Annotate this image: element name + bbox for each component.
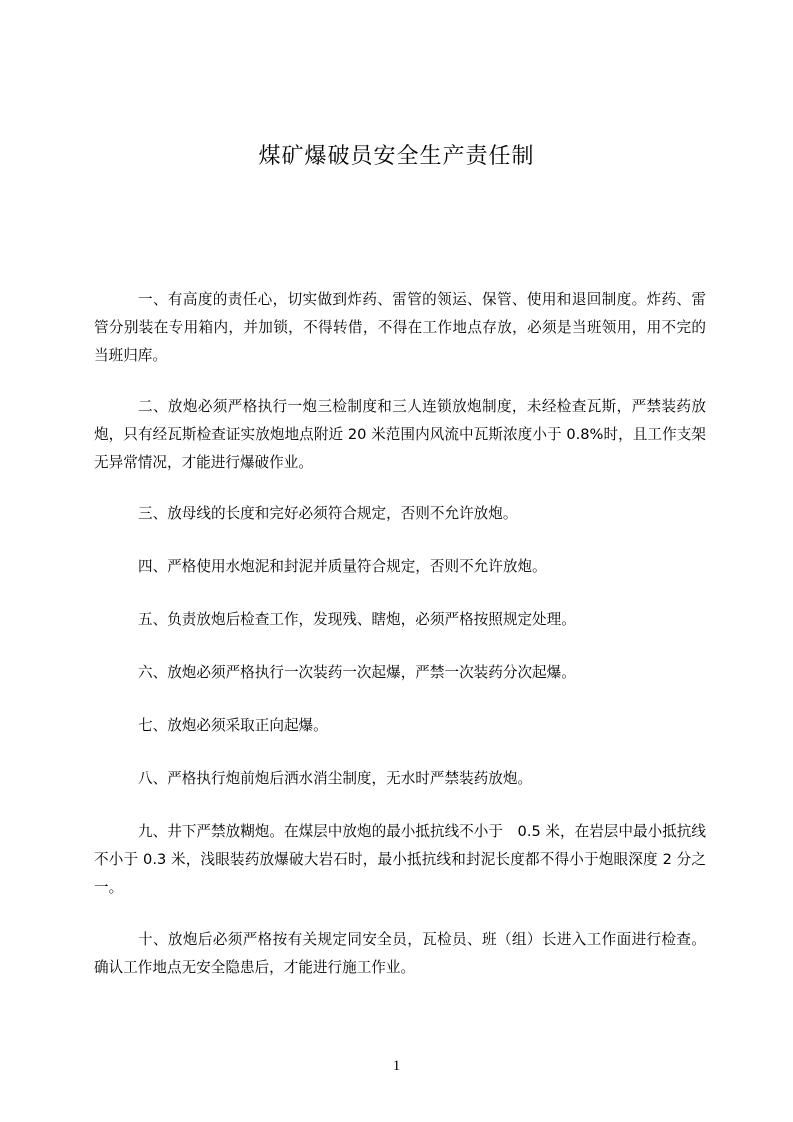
clause-8: 八、严格执行炮前炮后洒水消尘制度，无水时严禁装药放炮。: [138, 770, 533, 787]
clause-9: 九、井下严禁放糊炮。在煤层中放炮的最小抵抗线不小于 0.5 米，在岩层中最小抵抗线不小于 0.3 米，浅眼装药放爆破大岩石时，最小抵抗线和封泥长度都不得小于炮眼深度 2 分之一。: [94, 823, 706, 896]
clause-2: 二、放炮必须严格执行一炮三检制度和三人连锁放炮制度，未经检查瓦斯，严禁装药放炮，只有经瓦斯检查证实放炮地点附近 20 米范围内风流中瓦斯浓度小于 0.8%时，且工作支架无异常情况，才能进行爆破作业。: [94, 398, 706, 471]
clause-1: 一、有高度的责任心，切实做到炸药、雷管的领运、保管、使用和退回制度。炸药、雷管分别装在专用箱内，并加锁，不得转借，不得在工作地点存放，必须是当班领用，用不完的当班归库。: [94, 291, 706, 364]
clause-10: 十、放炮后必须严格按有关规定同安全员，瓦检员、班（组）长进入工作面进行检查。确认工作地点无安全隐患后，才能进行施工作业。: [94, 931, 706, 976]
clause-6: 六、放炮必须严格执行一次装药一次起爆，严禁一次装药分次起爆。: [138, 664, 576, 681]
document-title: 煤矿爆破员安全生产责任制: [258, 144, 535, 169]
clause-5: 五、负责放炮后检查工作，发现残、瞎炮，必须严格按照规定处理。: [138, 611, 576, 628]
page-number: 1: [392, 1058, 401, 1074]
clause-7: 七、放炮必须采取正向起爆。: [138, 717, 328, 734]
clause-3: 三、放母线的长度和完好必须符合规定，否则不允许放炮。: [138, 505, 518, 522]
clause-4: 四、严格使用水炮泥和封泥并质量符合规定，否则不允许放炮。: [138, 558, 547, 575]
